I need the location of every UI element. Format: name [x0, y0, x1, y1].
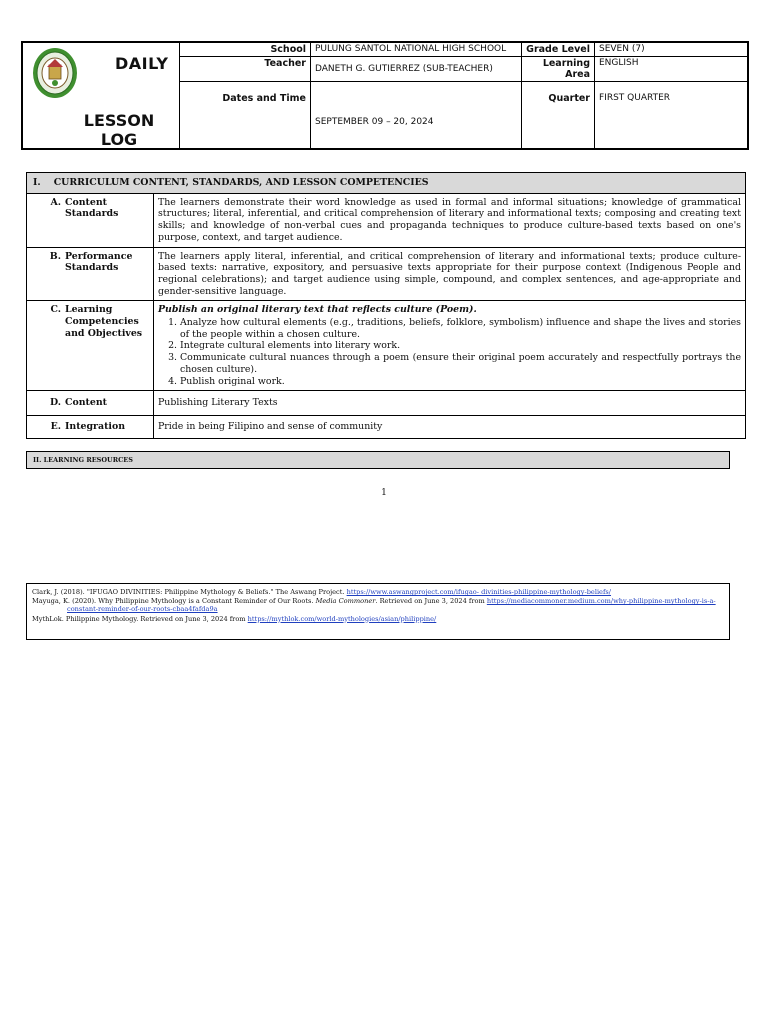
page-number: 1 — [381, 488, 387, 498]
row-letter: A. — [50, 196, 61, 208]
references-box — [26, 583, 730, 640]
reference-item — [32, 615, 724, 623]
dates-value: SEPTEMBER 09 – 20, 2024 — [311, 82, 522, 150]
learning-area-value: ENGLISH — [595, 57, 749, 82]
row-label-text: Content — [65, 397, 107, 409]
reference-link[interactable]: https://mythlok.com/world-mythologies/asian/philippine/ — [247, 614, 437, 623]
learning-competencies-cell — [154, 301, 746, 391]
row-label — [27, 247, 154, 301]
table-row — [27, 415, 746, 438]
dates-label: Dates and Time — [180, 82, 311, 150]
row-letter: D. — [49, 397, 61, 409]
row-label-text: Learning Competencies and Objectives — [65, 304, 143, 339]
reference-text: . Retrieved on June 3, 2024 from — [375, 597, 487, 606]
competency-lead: Publish an original literary text that reflects culture (Poem). — [158, 304, 477, 316]
grade-level-label: Grade Level — [522, 42, 595, 57]
reference-item — [32, 597, 724, 613]
list-item: 4. Publish original work. — [180, 376, 741, 388]
table-row — [27, 301, 746, 391]
row-label — [27, 415, 154, 438]
row-letter: E. — [50, 420, 61, 432]
table-row — [27, 247, 746, 301]
learning-area-label: Learning Area — [522, 57, 595, 82]
row-label-text: Integration — [65, 420, 126, 432]
reference-link[interactable]: https://www.aswangproject.com/ifugao- divinities-philippine-mythology-beliefs/ — [346, 588, 612, 596]
reference-text: MythLok. Philippine Mythology. Retrieved on June 3, 2024 from — [32, 614, 248, 623]
table-row — [27, 391, 746, 416]
row-letter: B. — [49, 250, 61, 262]
reference-link[interactable]: https://mediacommoner.medium.com/why-philippine-mythology-is-a-constant-reminder-of-our-roots-cbaa4fafda9a — [67, 597, 716, 614]
list-item: 2. Integrate cultural elements into literary work. — [180, 340, 741, 352]
reference-item — [32, 588, 724, 596]
section-1-heading: I. CURRICULUM CONTENT, STANDARDS, AND LESSON COMPETENCIES — [27, 173, 746, 194]
integration-text: Pride in being Filipino and sense of community — [154, 415, 746, 438]
teacher-label: Teacher — [180, 57, 311, 82]
list-item: 3. Communicate cultural nuances through a poem (ensure their original poem accurately and respectfully portrays the chosen culture). — [180, 352, 741, 375]
row-label — [27, 193, 154, 247]
school-label: School — [180, 42, 311, 57]
quarter-value: FIRST QUARTER — [595, 82, 749, 150]
quarter-label: Quarter — [522, 82, 595, 150]
row-label-text: Performance Standards — [65, 250, 133, 274]
school-value: PULUNG SANTOL NATIONAL HIGH SCHOOL — [311, 42, 522, 57]
performance-standards-text: The learners apply literal, inferential, and critical comprehension of literary and informational texts; produce culture-based texts: narrative, expository, and persuasive texts appropriate for their purpose context (Indigenous People and regional celebrations); and target audience using simple, compound, and complex sentences, and age-appropriate and gender-sensitive language. — [154, 247, 746, 301]
title-lesson-log — [79, 111, 159, 149]
content-text: Publishing Literary Texts — [154, 391, 746, 416]
row-label-text: Content Standards — [65, 196, 119, 220]
content-standards-text: The learners demonstrate their word knowledge as used in formal and informal situations; knowledge of grammatical structures; literal, inferential, and critical comprehension of literary and informational texts; composing and creating text skills; and knowledge of non-verbal cues and propaganda techniques to produce culture-based texts based on one's purpose, context, and target audience. — [154, 193, 746, 247]
header-title-cell — [22, 42, 180, 149]
reference-source: Media Commoner — [315, 597, 376, 606]
title-log: LOG — [100, 130, 138, 149]
row-label — [27, 391, 154, 416]
school-seal-logo — [32, 47, 78, 99]
objectives-list — [158, 317, 741, 387]
teacher-value: DANETH G. GUTIERREZ (SUB-TEACHER) — [311, 57, 522, 82]
section-2-heading: II. LEARNING RESOURCES — [26, 451, 730, 469]
title-daily: DAILY — [115, 54, 169, 73]
reference-text: Clark, J. (2018). "IFUGAO DIVINITIES: Philippine Mythology & Beliefs." The Aswang Project. — [32, 588, 347, 596]
title-lesson: LESSON — [83, 111, 155, 130]
row-letter: C. — [50, 304, 61, 316]
list-item: 1. Analyze how cultural elements (e.g., traditions, beliefs, folklore, symbolism) influence and shape the lives and stories of the people within a chosen culture. — [180, 317, 741, 340]
grade-level-value: SEVEN (7) — [595, 42, 749, 57]
curriculum-table — [26, 172, 746, 439]
header-table — [21, 41, 749, 150]
reference-text: Mayuga, K. (2020). Why Philippine Mythology is a Constant Reminder of Our Roots. — [32, 597, 316, 606]
table-row — [27, 193, 746, 247]
row-label — [27, 301, 154, 391]
